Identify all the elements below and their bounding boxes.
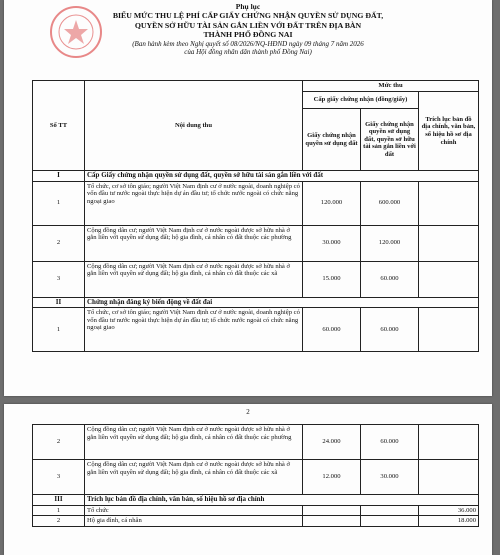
row-fee-qsdd: 15.000 xyxy=(303,261,361,297)
row-stt: 2 xyxy=(33,516,85,527)
document-header xyxy=(4,2,492,57)
row-stt: 1 xyxy=(33,181,85,225)
row-stt: 2 xyxy=(33,225,85,261)
row-fee-trich-luc: 36.000 xyxy=(419,505,479,516)
header-col-qsdd: Giấy chứng nhận quyền sử dụng đất xyxy=(303,109,361,171)
row-fee-trich-luc xyxy=(419,225,479,261)
fee-table-page-2 xyxy=(32,424,479,527)
section-row xyxy=(33,495,479,506)
row-fee-qsdd-ts: 120.000 xyxy=(361,225,419,261)
table-row xyxy=(33,516,479,527)
header-trich-luc: Trích lục bản đồ địa chính, văn bản, số hiệu hồ sơ địa chính xyxy=(419,92,479,171)
table-row xyxy=(33,225,479,261)
document-page-1 xyxy=(4,0,492,396)
row-fee-qsdd: 60.000 xyxy=(303,308,361,352)
row-empty-cell xyxy=(303,505,361,516)
row-empty-cell xyxy=(361,505,419,516)
title-line-2: QUYỀN SỞ HỮU TÀI SẢN GẮN LIỀN VỚI ĐẤT TRÊN ĐỊA BÀN xyxy=(134,20,362,30)
row-content: Tổ chức, cơ sở tôn giáo; người Việt Nam định cư ở nước ngoài, doanh nghiệp có vốn đầu tư nước ngoài thực hiện dự án đầu tư; tổ chức nước ngoài có chức năng ngoại giao xyxy=(85,308,303,352)
row-fee-trich-luc xyxy=(419,261,479,297)
table-row xyxy=(33,505,479,516)
row-fee-qsdd: 120.000 xyxy=(303,181,361,225)
section-title: Cấp Giấy chứng nhận quyền sử dụng đất, quyền sở hữu tài sản gắn liền với đất xyxy=(85,171,479,182)
row-fee-trich-luc xyxy=(419,308,479,352)
table-row xyxy=(33,261,479,297)
header-noi-dung-thu: Nội dung thu xyxy=(85,81,303,171)
row-fee-qsdd: 12.000 xyxy=(303,460,361,495)
header-cap-giay: Cấp giấy chứng nhận (đồng/giấy) xyxy=(303,92,419,109)
section-row xyxy=(33,297,479,308)
section-number: II xyxy=(33,297,85,308)
row-fee-trich-luc: 18.000 xyxy=(419,516,479,527)
row-content: Cộng đồng dân cư; người Việt Nam định cư ở nước ngoài được sở hữu nhà ở gắn liền với quyền sử dụng đất; hộ gia đình, cá nhân có đất thuộc các phường xyxy=(85,425,303,460)
header-muc-thu: Mức thu xyxy=(303,81,479,92)
row-fee-qsdd-ts: 30.000 xyxy=(361,460,419,495)
header-so-tt: Số TT xyxy=(33,81,85,171)
row-stt: 3 xyxy=(33,460,85,495)
row-content: Cộng đồng dân cư; người Việt Nam định cư ở nước ngoài được sở hữu nhà ở gắn liền với quyền sử dụng đất; hộ gia đình, cá nhân có đất thuộc các xã xyxy=(85,460,303,495)
table-row xyxy=(33,460,479,495)
section-number: III xyxy=(33,495,85,506)
row-content: Hộ gia đình, cá nhân xyxy=(85,516,303,527)
row-stt: 3 xyxy=(33,261,85,297)
section-row xyxy=(33,171,479,182)
section-title: Trích lục bản đồ địa chính, văn bản, số hiệu hồ sơ địa chính xyxy=(85,495,479,506)
title-line-3: THÀNH PHỐ ĐỒNG NAI xyxy=(203,30,293,39)
issued-by-line-1: (Ban hành kèm theo Nghị quyết số 08/2026/NQ-HĐND ngày 09 tháng 7 năm 2026 xyxy=(132,39,364,48)
row-content: Cộng đồng dân cư; người Việt Nam định cư ở nước ngoài được sở hữu nhà ở gắn liền với quyền sử dụng đất; hộ gia đình, cá nhân có đất thuộc các phường xyxy=(85,225,303,261)
title-line-1: BIỂU MỨC THU LỆ PHÍ CẤP GIẤY CHỨNG NHẬN QUYỀN SỬ DỤNG ĐẤT, xyxy=(112,11,384,20)
table-row xyxy=(33,181,479,225)
section-title: Chứng nhận đăng ký biến động về đất đai xyxy=(85,297,479,308)
section-number: I xyxy=(33,171,85,182)
row-fee-trich-luc xyxy=(419,425,479,460)
page-number: 2 xyxy=(246,408,250,416)
table-row xyxy=(33,425,479,460)
row-stt: 1 xyxy=(33,505,85,516)
row-content: Tổ chức xyxy=(85,505,303,516)
row-fee-qsdd-ts: 60.000 xyxy=(361,261,419,297)
row-empty-cell xyxy=(303,516,361,527)
header-col-qsdd-ts: Giấy chứng nhận quyền sử dụng đất, quyền sở hữu tài sản gắn liền với đất xyxy=(361,109,419,171)
row-content: Tổ chức, cơ sở tôn giáo; người Việt Nam định cư ở nước ngoài, doanh nghiệp có vốn đầu tư nước ngoài thực hiện dự án đầu tư; tổ chức nước ngoài có chức năng ngoại giao xyxy=(85,181,303,225)
document-page-2 xyxy=(4,404,492,555)
row-fee-qsdd-ts: 600.000 xyxy=(361,181,419,225)
row-empty-cell xyxy=(361,516,419,527)
issued-by-line-2: của Hội đồng nhân dân thành phố Đồng Nai) xyxy=(184,48,312,56)
row-fee-trich-luc xyxy=(419,460,479,495)
row-fee-qsdd-ts: 60.000 xyxy=(361,425,419,460)
row-fee-qsdd: 30.000 xyxy=(303,225,361,261)
row-content: Cộng đồng dân cư; người Việt Nam định cư ở nước ngoài được sở hữu nhà ở gắn liền với quyền sử dụng đất; hộ gia đình, cá nhân có đất thuộc các xã xyxy=(85,261,303,297)
row-fee-trich-luc xyxy=(419,181,479,225)
table-row xyxy=(33,308,479,352)
row-fee-qsdd-ts: 60.000 xyxy=(361,308,419,352)
fee-table-page-1 xyxy=(32,80,479,352)
row-stt: 2 xyxy=(33,425,85,460)
row-stt: 1 xyxy=(33,308,85,352)
row-fee-qsdd: 24.000 xyxy=(303,425,361,460)
appendix-label: Phụ lục xyxy=(235,2,261,11)
